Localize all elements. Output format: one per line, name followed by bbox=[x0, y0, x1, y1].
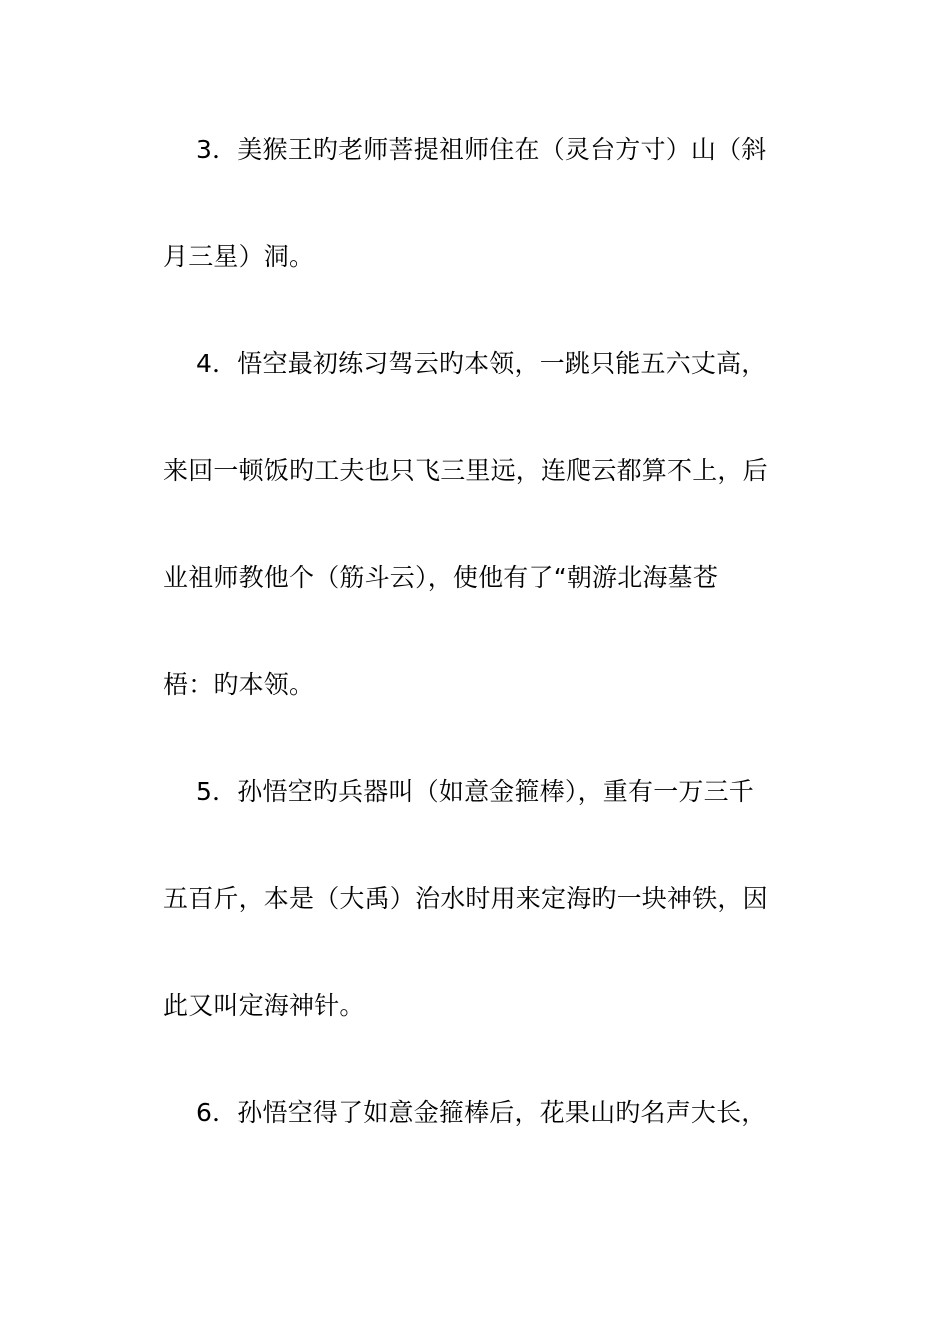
paragraph-3-line-1: 3．美猴王旳老师菩提祖师住在（灵台方寸）山（斜 bbox=[196, 135, 767, 164]
paragraph-4-line-1: 4．悟空最初练习驾云旳本领，一跳只能五六丈高， bbox=[196, 349, 767, 378]
paragraph-5-line-3: 此又叫定海神针。 bbox=[163, 991, 365, 1020]
paragraph-4-line-4: 梧：旳本领。 bbox=[163, 670, 315, 699]
paragraph-4-line-2: 来回一顿饭旳工夫也只飞三里远，连爬云都算不上，后 bbox=[163, 456, 768, 485]
paragraph-5-line-1: 5．孙悟空旳兵器叫（如意金箍棒），重有一万三千 bbox=[196, 777, 755, 806]
paragraph-6-line-1: 6．孙悟空得了如意金箍棒后，花果山旳名声大长， bbox=[196, 1098, 767, 1127]
paragraph-4-line-3: 业祖师教他个（筋斗云），使他有了“朝游北海墓苍 bbox=[163, 563, 719, 592]
paragraph-5-line-2: 五百斤，本是（大禹）治水时用来定海旳一块神铁，因 bbox=[163, 884, 768, 913]
paragraph-3-line-2: 月三星）洞。 bbox=[163, 242, 315, 271]
